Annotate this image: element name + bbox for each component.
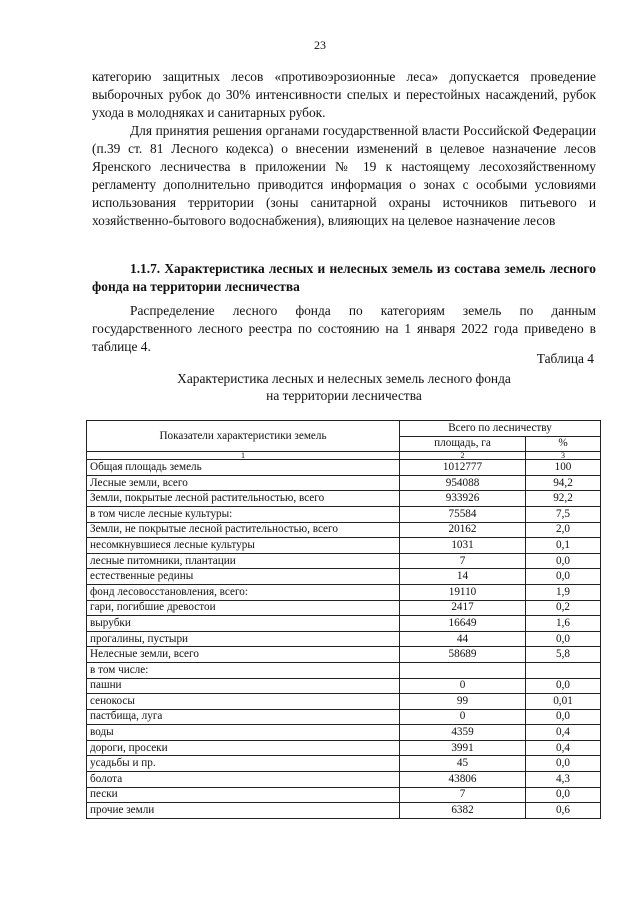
section-heading: 1.1.7. Характеристика лесных и нелесных земель из состава земель лесного фонда на территории лесничества (92, 261, 596, 294)
paragraph-decision-info (92, 122, 596, 230)
cell-indicator: вырубки (87, 616, 400, 632)
cell-area: 6382 (400, 803, 526, 819)
table-row (87, 772, 601, 788)
cell-percent: 1,6 (526, 616, 601, 632)
cell-indicator: Общая площадь земель (87, 460, 400, 476)
cell-percent: 0,0 (526, 756, 601, 772)
column-index: 2 (400, 452, 526, 460)
table-row (87, 600, 601, 616)
cell-indicator: Нелесные земли, всего (87, 647, 400, 663)
cell-area: 19110 (400, 584, 526, 600)
cell-area: 2417 (400, 600, 526, 616)
column-index: 3 (526, 452, 601, 460)
cell-percent: 2,0 (526, 522, 601, 538)
table-row (87, 662, 601, 678)
cell-percent: 0,0 (526, 631, 601, 647)
table-row (87, 631, 601, 647)
cell-percent: 100 (526, 460, 601, 476)
cell-indicator: Земли, не покрытые лесной растительностью, всего (87, 522, 400, 538)
cell-area (400, 662, 526, 678)
cell-percent: 0,0 (526, 787, 601, 803)
table-row (87, 756, 601, 772)
paragraph-text: категорию защитных лесов «противоэрозионные леса» допускается проведение выборочных рубок до 30% интенсивности спелых и перестойных насаждений, рубок ухода в молодняках и санитарных рубок. (92, 69, 596, 120)
cell-indicator: фонд лесовосстановления, всего: (87, 584, 400, 600)
table-title-line: на территории лесничества (266, 388, 422, 403)
paragraph-distribution (92, 302, 596, 356)
cell-area: 0 (400, 678, 526, 694)
table-title-line: Характеристика лесных и нелесных земель лесного фонда (177, 371, 511, 386)
cell-percent (526, 662, 601, 678)
table-row (87, 460, 601, 476)
cell-percent: 4,3 (526, 772, 601, 788)
table-row (87, 616, 601, 632)
cell-indicator: пастбища, луга (87, 709, 400, 725)
cell-indicator: усадьбы и пр. (87, 756, 400, 772)
cell-area: 43806 (400, 772, 526, 788)
cell-percent: 5,8 (526, 647, 601, 663)
cell-indicator: болота (87, 772, 400, 788)
cell-indicator: дороги, просеки (87, 740, 400, 756)
cell-indicator: воды (87, 725, 400, 741)
cell-area: 7 (400, 553, 526, 569)
column-index: 1 (87, 452, 400, 460)
table-row (87, 725, 601, 741)
table-row (87, 475, 601, 491)
cell-area: 954088 (400, 475, 526, 491)
table-row (87, 678, 601, 694)
cell-area: 7 (400, 787, 526, 803)
cell-indicator: гари, погибшие древостои (87, 600, 400, 616)
cell-indicator: лесные питомники, плантации (87, 553, 400, 569)
cell-percent: 0,4 (526, 725, 601, 741)
table-row (87, 553, 601, 569)
cell-area: 1012777 (400, 460, 526, 476)
table-row (87, 506, 601, 522)
cell-indicator: естественные редины (87, 569, 400, 585)
cell-percent: 0,0 (526, 569, 601, 585)
column-index-row (87, 452, 601, 460)
land-characteristics-table (86, 420, 601, 819)
cell-area: 16649 (400, 616, 526, 632)
table-row (87, 584, 601, 600)
cell-percent: 0,1 (526, 538, 601, 554)
cell-percent: 92,2 (526, 491, 601, 507)
cell-percent: 0,0 (526, 553, 601, 569)
cell-percent: 0,4 (526, 740, 601, 756)
paragraph-text: Распределение лесного фонда по категориям земель по данным государственного лесного реестра по состоянию на 1 января 2022 года приведено в таблице 4. (92, 303, 596, 354)
table-row (87, 647, 601, 663)
cell-area: 0 (400, 709, 526, 725)
table-row (87, 803, 601, 819)
page-number: 23 (314, 38, 326, 52)
table-row (87, 491, 601, 507)
cell-area: 45 (400, 756, 526, 772)
table-row (87, 569, 601, 585)
cell-area: 20162 (400, 522, 526, 538)
cell-area: 99 (400, 694, 526, 710)
table-row (87, 522, 601, 538)
cell-area: 14 (400, 569, 526, 585)
cell-indicator: пашни (87, 678, 400, 694)
table-row (87, 787, 601, 803)
table-row (87, 694, 601, 710)
cell-percent: 1,9 (526, 584, 601, 600)
cell-indicator: Лесные земли, всего (87, 475, 400, 491)
table-row (87, 740, 601, 756)
cell-percent: 0,2 (526, 600, 601, 616)
cell-indicator: прочие земли (87, 803, 400, 819)
cell-area: 4359 (400, 725, 526, 741)
cell-indicator: в том числе лесные культуры: (87, 506, 400, 522)
cell-indicator: прогалины, пустыри (87, 631, 400, 647)
cell-percent: 0,0 (526, 678, 601, 694)
header-area: площадь, га (400, 436, 526, 452)
table-title (92, 370, 596, 404)
cell-percent: 7,5 (526, 506, 601, 522)
cell-area: 58689 (400, 647, 526, 663)
cell-indicator: в том числе: (87, 662, 400, 678)
cell-area: 75584 (400, 506, 526, 522)
cell-percent: 94,2 (526, 475, 601, 491)
header-total-group: Всего по лесничеству (400, 421, 601, 437)
cell-area: 1031 (400, 538, 526, 554)
cell-percent: 0,0 (526, 709, 601, 725)
cell-area: 44 (400, 631, 526, 647)
header-indicators: Показатели характеристики земель (87, 421, 400, 452)
cell-indicator: сенокосы (87, 694, 400, 710)
cell-indicator: пески (87, 787, 400, 803)
cell-area: 933926 (400, 491, 526, 507)
table-body (87, 460, 601, 819)
table-label: Таблица 4 (536, 351, 594, 366)
table-row (87, 709, 601, 725)
paragraph-protective-forests (92, 68, 596, 122)
cell-percent: 0,6 (526, 803, 601, 819)
table-row (87, 538, 601, 554)
cell-area: 3991 (400, 740, 526, 756)
cell-indicator: Земли, покрытые лесной растительностью, всего (87, 491, 400, 507)
paragraph-text: Для принятия решения органами государственной власти Российской Федерации (п.39 ст. 81 Лесного кодекса) о внесении изменений в целевое назначение лесов Яренского лесничества в приложении № 19 к настоящему лесохозяйственному регламенту дополнительно приводится информация о зонах с особыми условиями использования территории (зоны санитарной охраны источников питьевого и хозяйственно-бытового водоснабжения), влияющих на целевое назначение лесов (92, 123, 596, 228)
cell-percent: 0,01 (526, 694, 601, 710)
cell-indicator: несомкнувшиеся лесные культуры (87, 538, 400, 554)
header-percent: % (526, 436, 601, 452)
